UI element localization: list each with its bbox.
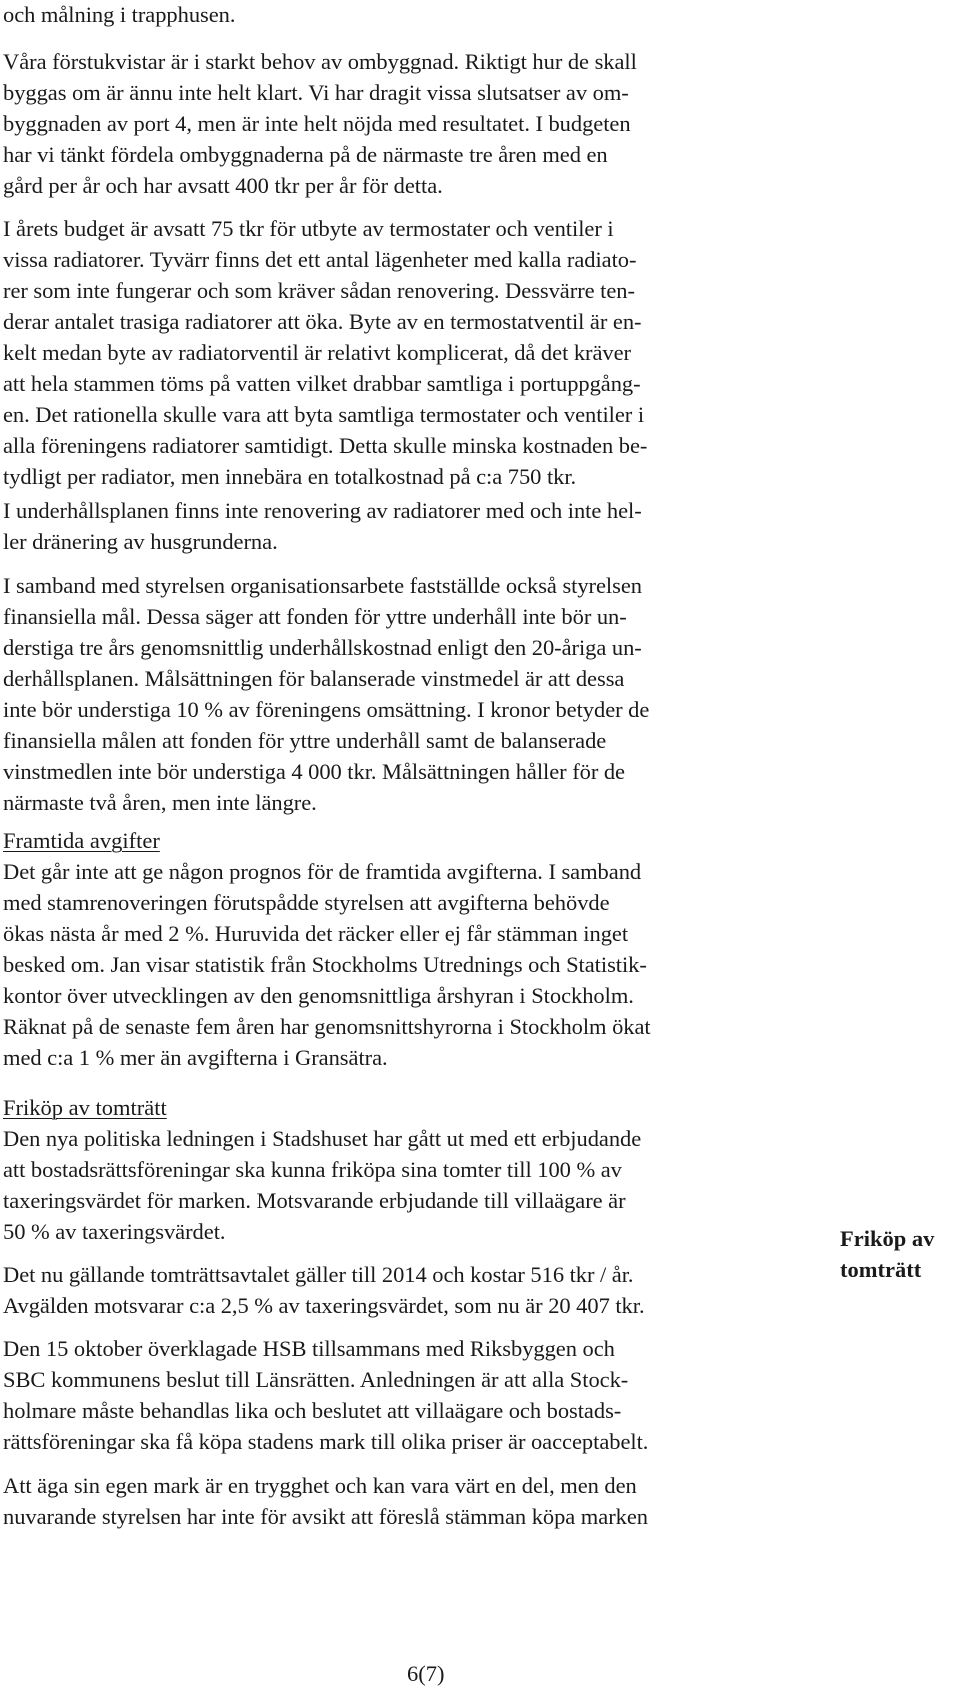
heading-framtida-avgifter: Framtida avgifter <box>3 828 160 853</box>
paragraph-framtida-avgifter: Det går inte att ge någon prognos för de framtida avgifterna. I samband med stamrenoveringen förutspådde styrelsen att avgifterna behövde ökas nästa år med 2 %. Huruvida det räcker eller ej får stämman inget besked om. Jan visar statistik från Stockholms Utrednings och Statistik- kontor över utvecklingen av den genomsnittliga årshyran i Stockholm. Räknat på de senaste fem åren har genomsnittshyrorna i Stockholm ökat med c:a 1 % mer än avgifterna i Gransätra. <box>3 859 651 1070</box>
paragraph-trapphusen: och målning i trapphusen. <box>3 2 236 27</box>
paragraph-underhallsplanen: I underhållsplanen finns inte renovering av radiatorer med och inte hel- ler dränering av husgrunderna. <box>3 498 642 554</box>
paragraph-aga-mark: Att äga sin egen mark är en trygghet och kan vara värt en del, men den nuvarande styrelsen har inte för avsikt att föreslå stämman köpa marken <box>3 1473 648 1529</box>
margin-note-frikop: Friköp av tomträtt <box>840 1226 935 1282</box>
paragraph-radiatorer-budget: I årets budget är avsatt 75 tkr för utbyte av termostater och ventiler i vissa radiatorer. Tyvärr finns det ett antal lägenheter med kalla radiato- rer som inte fungerar och som kräver sådan renovering. Dessvärre ten- derar antalet trasiga radiatorer att öka. Byte av en termostatventil är en- kelt medan byte av radiatorventil är relativt komplicerat, då det kräver att hela stammen töms på vatten vilket drabbar samtliga i portuppgång- en. Det rationella skulle vara att byta samtliga termostater och ventiler i alla föreningens radiatorer samtidigt. Detta skulle minska kostnaden be- tydligt per radiator, men innebära en totalkostnad på c:a 750 tkr. <box>3 216 648 489</box>
paragraph-finansiella-mal: I samband med styrelsen organisationsarbete fastställde också styrelsen finansiella mål. Dessa säger att fonden för yttre underhåll inte bör un- derstiga tre års genomsnittlig underhållskostnad enligt den 20-åriga un- derhållsplanen. Målsättningen för balanserade vinstmedel är att dessa inte bör understiga 10 % av föreningens omsättning. I kronor betyder de finansiella målen att fonden för yttre underhåll samt de balanserade vinstmedlen inte bör understiga 4 000 tkr. Målsättningen håller för de närmaste två åren, men inte längre. <box>3 573 650 815</box>
paragraph-tomtrattsavtal: Det nu gällande tomträttsavtalet gäller till 2014 och kostar 516 tkr / år. Avgälden motsvarar c:a 2,5 % av taxeringsvärdet, som nu är 20 407 tkr. <box>3 1262 645 1318</box>
page-number: 6(7) <box>407 1661 445 1686</box>
heading-frikop-tomtratt: Friköp av tomträtt <box>3 1095 167 1120</box>
paragraph-erbjudande: Den nya politiska ledningen i Stadshuset har gått ut med ett erbjudande att bostadsrättsföreningar ska kunna friköpa sina tomter till 100 % av taxeringsvärdet för marken. Motsvarande erbjudande till villaägare är 50 % av taxeringsvärdet. <box>3 1126 642 1244</box>
paragraph-forstukvistar: Våra förstukvistar är i starkt behov av ombyggnad. Riktigt hur de skall byggas om är ännu inte helt klart. Vi har dragit vissa slutsatser av om- byggnaden av port 4, men är inte helt nöjda med resultatet. I budgeten har vi tänkt fördela ombyggnaderna på de närmaste tre åren med en gård per år och har avsatt 400 tkr per år för detta. <box>3 49 637 198</box>
paragraph-overklagande: Den 15 oktober överklagade HSB tillsammans med Riksbyggen och SBC kommunens beslut till Länsrätten. Anledningen är att alla Stock- holmare måste behandlas lika och beslutet att villaägare och bostads- rättsföreningar ska få köpa stadens mark till olika priser är oacceptabelt. <box>3 1336 649 1454</box>
